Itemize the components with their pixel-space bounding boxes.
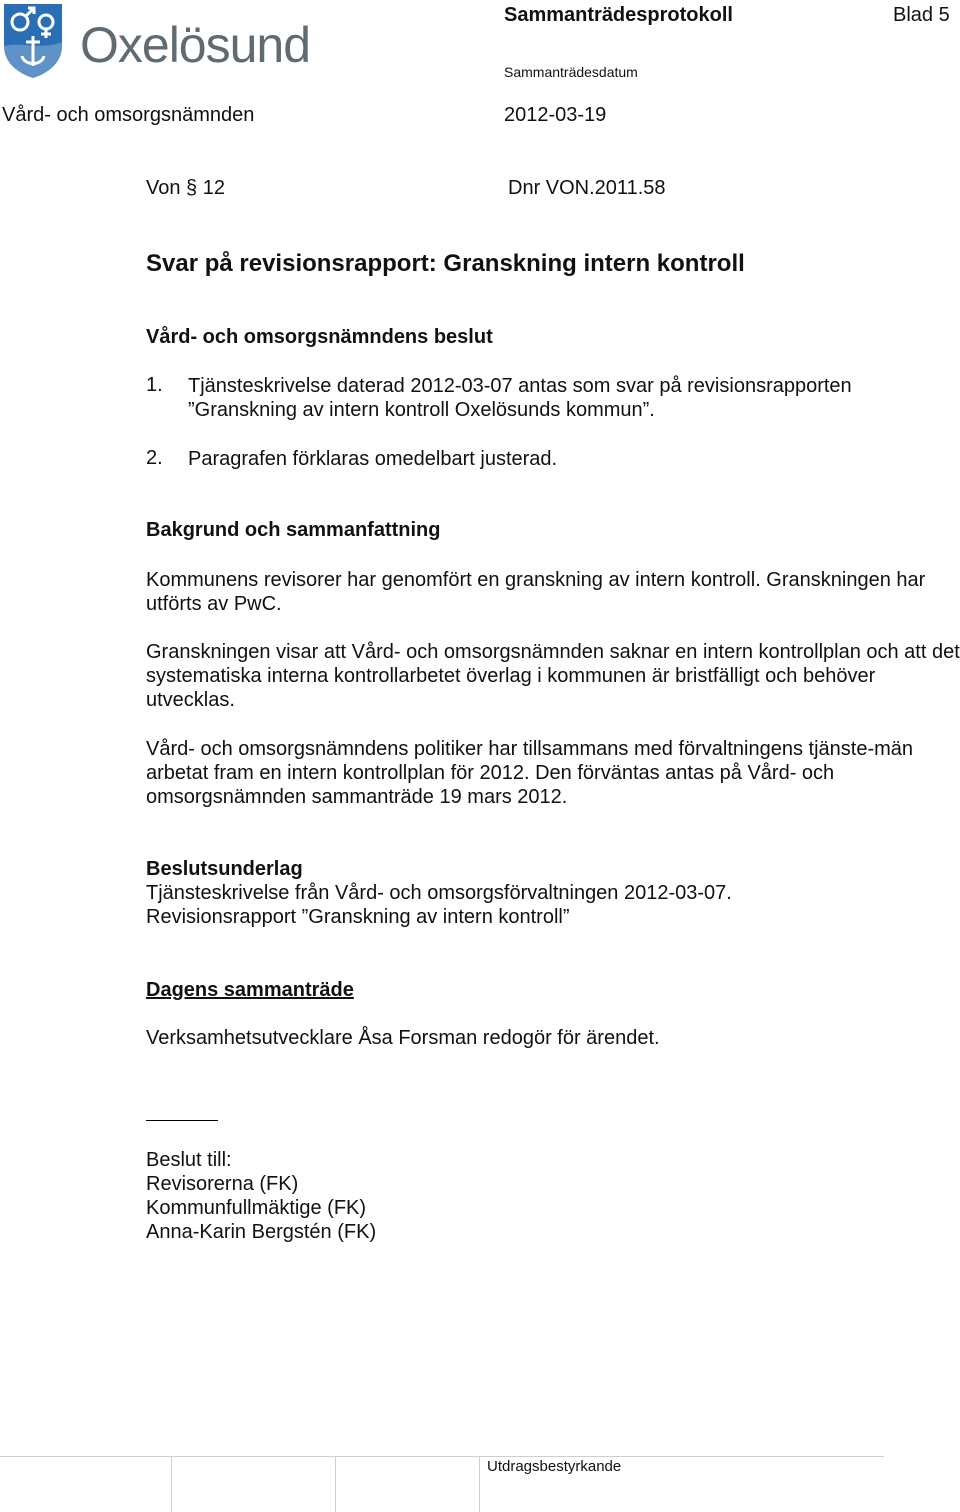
meeting-date: 2012-03-19	[504, 104, 607, 126]
section-number: Von § 12	[146, 177, 225, 199]
recipient: Anna-Karin Bergstén (FK)	[146, 1221, 377, 1243]
decision-item: Tjänsteskrivelse daterad 2012-03-07 antas som svar på revisionsrapporten ”Granskning av intern kontroll Oxelösunds kommun”.	[188, 375, 852, 421]
meeting-heading: Dagens sammanträde	[146, 979, 354, 1001]
background-paragraph: Kommunens revisorer har genomfört en granskning av intern kontroll. Granskningen har utförts av PwC.	[146, 569, 926, 615]
municipality-logo	[2, 2, 342, 80]
signature-box-divider	[171, 1457, 172, 1512]
footer-rule	[0, 1456, 884, 1457]
recipient: Revisorerna (FK)	[146, 1173, 299, 1195]
committee-name: Vård- och omsorgsnämnden	[2, 104, 255, 126]
basis-line: Tjänsteskrivelse från Vård- och omsorgsförvaltningen 2012-03-07.	[146, 882, 732, 904]
decision-heading: Vård- och omsorgsnämndens beslut	[146, 326, 493, 348]
background-paragraph: Granskningen visar att Vård- och omsorgsnämnden saknar en intern kontrollplan och att det systematiska interna kontrollarbetet överlag i kommunen är bristfälligt och behöver utvecklas.	[146, 641, 960, 711]
decision-item-number: 1.	[146, 374, 163, 396]
case-title: Svar på revisionsrapport: Granskning intern kontroll	[146, 250, 745, 277]
coat-of-arms-icon	[2, 2, 64, 80]
recipient: Kommunfullmäktige (FK)	[146, 1197, 367, 1219]
separator-rule	[146, 1120, 218, 1121]
date-label: Sammanträdesdatum	[504, 64, 638, 80]
footer-certification-label: Utdragsbestyrkande	[487, 1458, 622, 1475]
background-paragraph: Vård- och omsorgsnämndens politiker har tillsammans med förvaltningens tjänste-män arbetat fram en intern kontrollplan för 2012. Den förväntas antas på Vård- och omsorgsnämnden sammanträde 19 mars 2012.	[146, 738, 914, 808]
meeting-text: Verksamhetsutvecklare Åsa Forsman redogör för ärendet.	[146, 1027, 660, 1049]
signature-box-divider	[479, 1457, 480, 1512]
signature-box-divider	[335, 1457, 336, 1512]
distribution-label: Beslut till:	[146, 1149, 232, 1171]
basis-heading: Beslutsunderlag	[146, 858, 303, 880]
basis-line: Revisionsrapport ”Granskning av intern kontroll”	[146, 906, 570, 928]
background-heading: Bakgrund och sammanfattning	[146, 519, 441, 541]
diary-number: Dnr VON.2011.58	[508, 177, 666, 199]
decision-item: Paragrafen förklaras omedelbart justerad.	[188, 448, 558, 470]
page-number: Blad 5	[893, 4, 950, 26]
protocol-title: Sammanträdesprotokoll	[504, 4, 733, 26]
decision-item-number: 2.	[146, 447, 163, 469]
logo-wordmark: Oxelösund	[80, 17, 311, 73]
